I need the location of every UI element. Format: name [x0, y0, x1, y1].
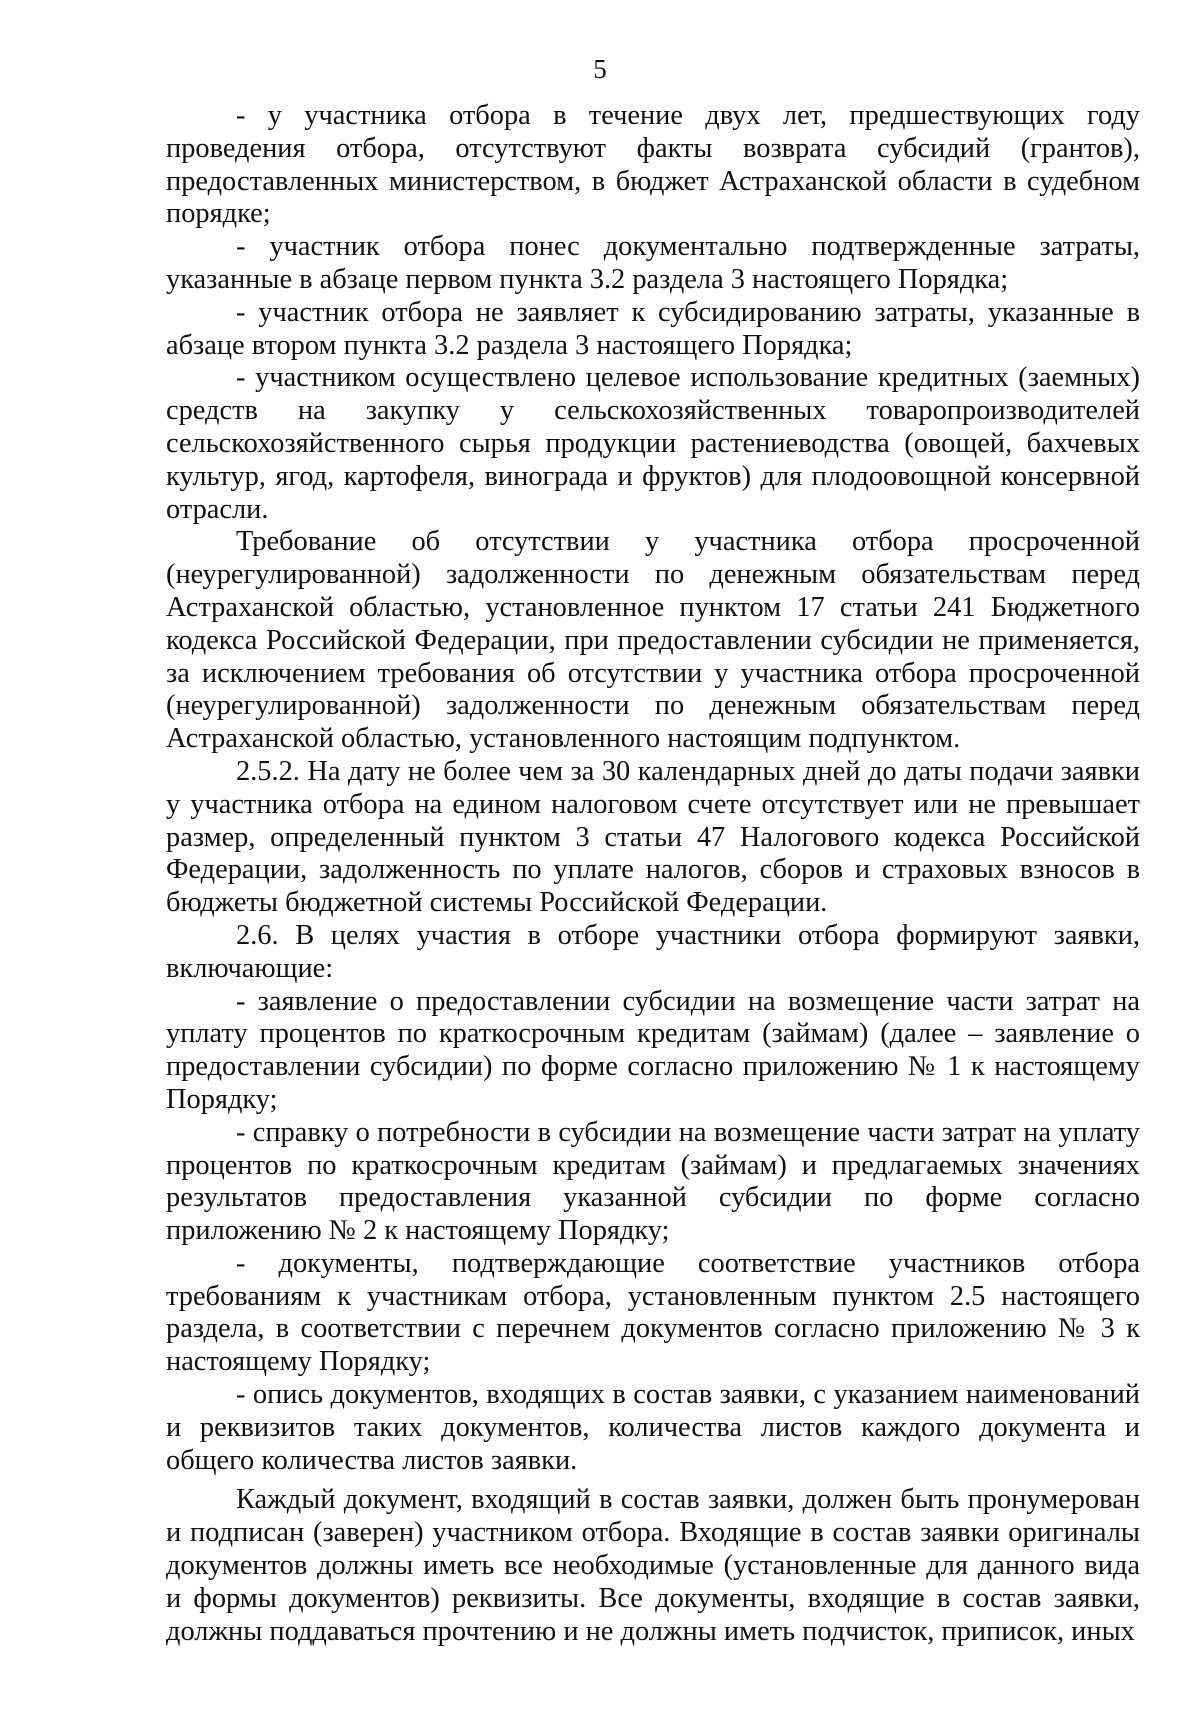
paragraph-clause-2-6: 2.6. В целях участия в отборе участники отбора формируют заявки, включающие: [166, 919, 1140, 984]
paragraph-participant-no-subsidy-returns: - у участника отбора в течение двух лет, предшествующих году проведения отбора, отсутствуют факты возврата субсидий (грантов), предоставленных министерством, в бюджет Астраханской области в судебном порядке; [166, 100, 1140, 230]
page-number: 5 [593, 54, 607, 84]
paragraph-targeted-use-of-credit: - участником осуществлено целевое использование кредитных (заемных) средств на закупку у сельскохозяйственных товаропроизводителей сельскохозяйственного сырья продукции растениеводства (овощей, бахчевых культур, ягод, картофеля, винограда и фруктов) для плодоовощной консервной отрасли. [166, 362, 1140, 525]
document-body [166, 100, 1140, 1648]
paragraph-debt-requirement: Требование об отсутствии у участника отбора просроченной (неурегулированной) задолженности по денежным обязательствам перед Астраханской областью, установленное пунктом 17 статьи 241 Бюджетного кодекса Российской Федерации, при предоставлении субсидии не применяется, за исключением требования об отсутствии у участника отбора просроченной (неурегулированной) задолженности по денежным обязательствам перед Астраханской областью, установленного настоящим подпунктом. [166, 526, 1140, 755]
paragraph-document-requirements: Каждый документ, входящий в состав заявки, должен быть пронумерован и подписан (заверен) участником отбора. Входящие в состав заявки оригиналы документов должны иметь все необходимые (установленные для данного вида и формы документов) реквизиты. Все документы, входящие в состав заявки, должны поддаваться прочтению и не должны иметь подчисток, приписок, иных [166, 1484, 1140, 1647]
list-item-needs-certificate: - справку о потребности в субсидии на возмещение части затрат на уплату процентов по краткосрочным кредитам (займам) и предлагаемых значениях результатов предоставления указанной субсидии по форме согласно приложению № 2 к настоящему Порядку; [166, 1116, 1140, 1247]
paragraph-clause-2-5-2: 2.5.2. На дату не более чем за 30 календарных дней до даты подачи заявки у участника отбора на едином налоговом счете отсутствует или не превышает размер, определенный пунктом 3 статьи 47 Налогового кодекса Российской Федерации, задолженность по уплате налогов, сборов и страховых взносов в бюджеты бюджетной системы Российской Федерации. [166, 755, 1140, 919]
list-item-compliance-documents: - документы, подтверждающие соответствие участников отбора требованиям к участникам отбора, установленным пунктом 2.5 настоящего раздела, в соответствии с перечнем документов согласно приложению № 3 к настоящему Порядку; [166, 1247, 1140, 1378]
list-item-documents-inventory: - опись документов, входящих в состав заявки, с указанием наименований и реквизитов таких документов, количества листов каждого документа и общего количества листов заявки. [166, 1379, 1140, 1476]
paragraph-participant-not-claiming-costs: - участник отбора не заявляет к субсидированию затраты, указанные в абзаце втором пункта 3.2 раздела 3 настоящего Порядка; [166, 296, 1140, 361]
paragraph-participant-incurred-costs: - участник отбора понес документально подтвержденные затраты, указанные в абзаце первом пункта 3.2 раздела 3 настоящего Порядка; [166, 231, 1140, 295]
list-item-application-statement: - заявление о предоставлении субсидии на возмещение части затрат на уплату процентов по краткосрочным кредитам (займам) (далее – заявление о предоставлении субсидии) по форме согласно приложению № 1 к настоящему Порядку; [166, 985, 1140, 1115]
